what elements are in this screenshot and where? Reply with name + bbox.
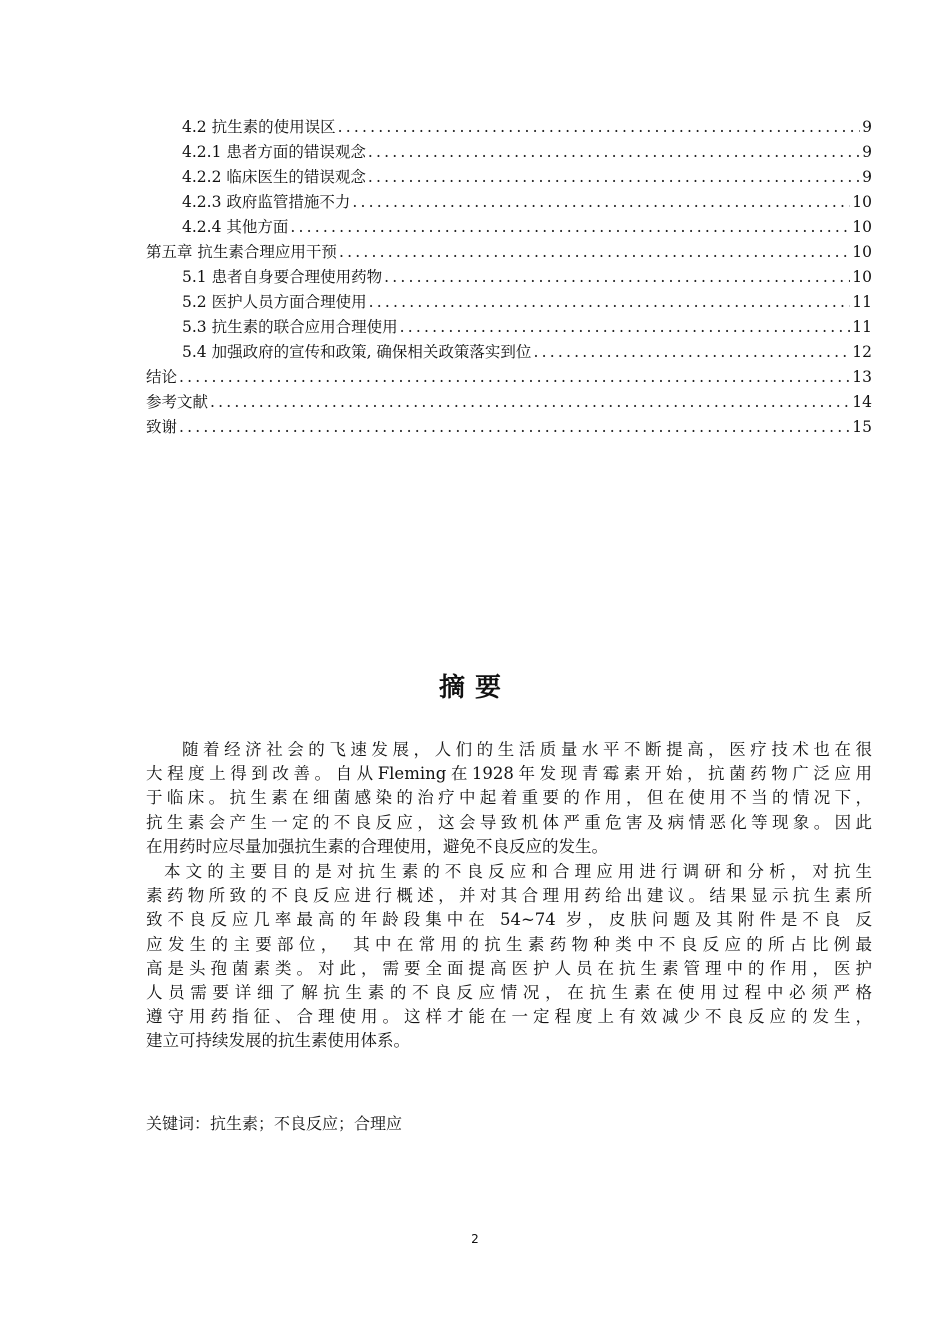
abstract-line: 在用药时应尽量加强抗生素的合理使用，避免不良反应的发生。: [146, 836, 608, 856]
toc-entry-label: 5.4 加强政府的宣传和政策, 确保相关政策落实到位: [182, 343, 532, 361]
toc-leader: [179, 365, 850, 389]
toc-entry-page: 11: [852, 318, 872, 336]
toc-entry-label: 4.2.2 临床医生的错误观念: [182, 168, 366, 186]
toc-entry-page: 10: [852, 268, 872, 286]
abstract-line: 遵守用药指征、合理使用。这样才能在一定程度上有效减少不良反应的发生，: [146, 1007, 872, 1027]
abstract-line: 高是头孢菌素类。对此，需要全面提高医护人员在抗生素管理中的作用，医护: [146, 958, 872, 978]
toc-entry-page: 15: [852, 418, 872, 436]
page-number: 2: [471, 1232, 479, 1246]
toc-entry-label: 5.3 抗生素的联合应用合理使用: [182, 318, 398, 336]
abstract-line: 随着经济社会的飞速发展，人们的生活质量水平不断提高，医疗技术也在很: [182, 740, 872, 759]
toc-entry-label: 5.2 医护人员方面合理使用: [182, 293, 367, 311]
toc-leader: [210, 390, 850, 414]
toc-entry-page: 10: [852, 243, 872, 261]
abstract-paragraph-2: [146, 860, 872, 1054]
toc-entry[interactable]: [182, 290, 872, 314]
toc-entry[interactable]: [182, 340, 872, 364]
keywords: 关键词：抗生素；不良反应；合理应: [146, 1114, 403, 1133]
toc-leader: [384, 265, 850, 289]
abstract-line: 人员需要详细了解抗生素的不良反应情况，在抗生素在使用过程中必须严格: [146, 982, 872, 1002]
toc-entry-page: 10: [852, 218, 872, 236]
abstract-line: 素药物所致的不良反应进行概述，并对其合理用药给出建议。结果显示抗生素所: [146, 886, 872, 906]
toc-leader: [369, 290, 851, 314]
abstract-line: 大程度上得到改善。自从Fleming在1928年发现青霉素开始，抗菌药物广泛应用: [146, 764, 872, 784]
toc-leader: [179, 415, 850, 439]
toc-entry-page: 9: [862, 118, 872, 136]
toc-entry[interactable]: [182, 140, 872, 164]
toc-entry-label: 参考文献: [146, 393, 209, 411]
abstract-line: 抗生素会产生一定的不良反应，这会导致机体严重危害及病情恶化等现象。因此: [146, 812, 872, 832]
toc-entry-page: 11: [852, 293, 872, 311]
abstract-line: 建立可持续发展的抗生素使用体系。: [146, 1031, 410, 1051]
toc-leader: [339, 240, 850, 264]
toc-entry-page: 9: [862, 168, 872, 186]
toc-leader: [352, 190, 850, 214]
toc-entry[interactable]: [182, 315, 872, 339]
toc-leader: [400, 315, 851, 339]
toc-entry-page: 10: [852, 193, 872, 211]
toc-entry-page: 14: [852, 393, 872, 411]
toc-entry-label: 4.2 抗生素的使用误区: [182, 118, 336, 136]
toc-entry[interactable]: [182, 190, 872, 214]
toc-entry-page: 13: [852, 368, 872, 386]
toc-entry-page: 12: [852, 343, 872, 361]
abstract-title: 摘要: [438, 673, 511, 703]
abstract-line: 于临床。抗生素在细菌感染的治疗中起着重要的作用，但在使用不当的情况下，: [146, 788, 872, 808]
toc-entry-label: 致谢: [146, 418, 178, 436]
toc-entry-label: 结论: [146, 368, 178, 386]
toc-entry-label: 第五章 抗生素合理应用干预: [146, 243, 337, 261]
toc-entry[interactable]: [182, 115, 872, 139]
toc-entry-label: 4.2.3 政府监管措施不力: [182, 193, 351, 211]
toc-entry[interactable]: [182, 165, 872, 189]
toc-leader: [533, 340, 850, 364]
toc-entry-label: 5.1 患者自身要合理使用药物: [182, 268, 383, 286]
toc-leader: [368, 165, 860, 189]
toc-entry[interactable]: [146, 240, 872, 264]
toc-entry[interactable]: [182, 265, 872, 289]
toc-entry-label: 4.2.4 其他方面: [182, 218, 289, 236]
toc-leader: [290, 215, 850, 239]
abstract-paragraph-1: [146, 738, 872, 859]
toc-entry[interactable]: [146, 390, 872, 414]
abstract-line: 应发生的主要部位， 其中在常用的抗生素药物种类中不良反应的所占比例最: [146, 934, 872, 954]
abstract-line: 致不良反应几率最高的年龄段集中在 54~74 岁，皮肤问题及其附件是不良 反: [146, 910, 872, 930]
abstract-line: 本文的主要目的是对抗生素的不良反应和合理应用进行调研和分析，对抗生: [164, 862, 872, 881]
toc-entry-page: 9: [862, 143, 872, 161]
toc-leader: [368, 140, 860, 164]
toc-entry[interactable]: [146, 415, 872, 439]
toc-leader: [338, 115, 861, 139]
toc-entry-label: 4.2.1 患者方面的错误观念: [182, 143, 366, 161]
toc-entry[interactable]: [182, 215, 872, 239]
toc-entry[interactable]: [146, 365, 872, 389]
